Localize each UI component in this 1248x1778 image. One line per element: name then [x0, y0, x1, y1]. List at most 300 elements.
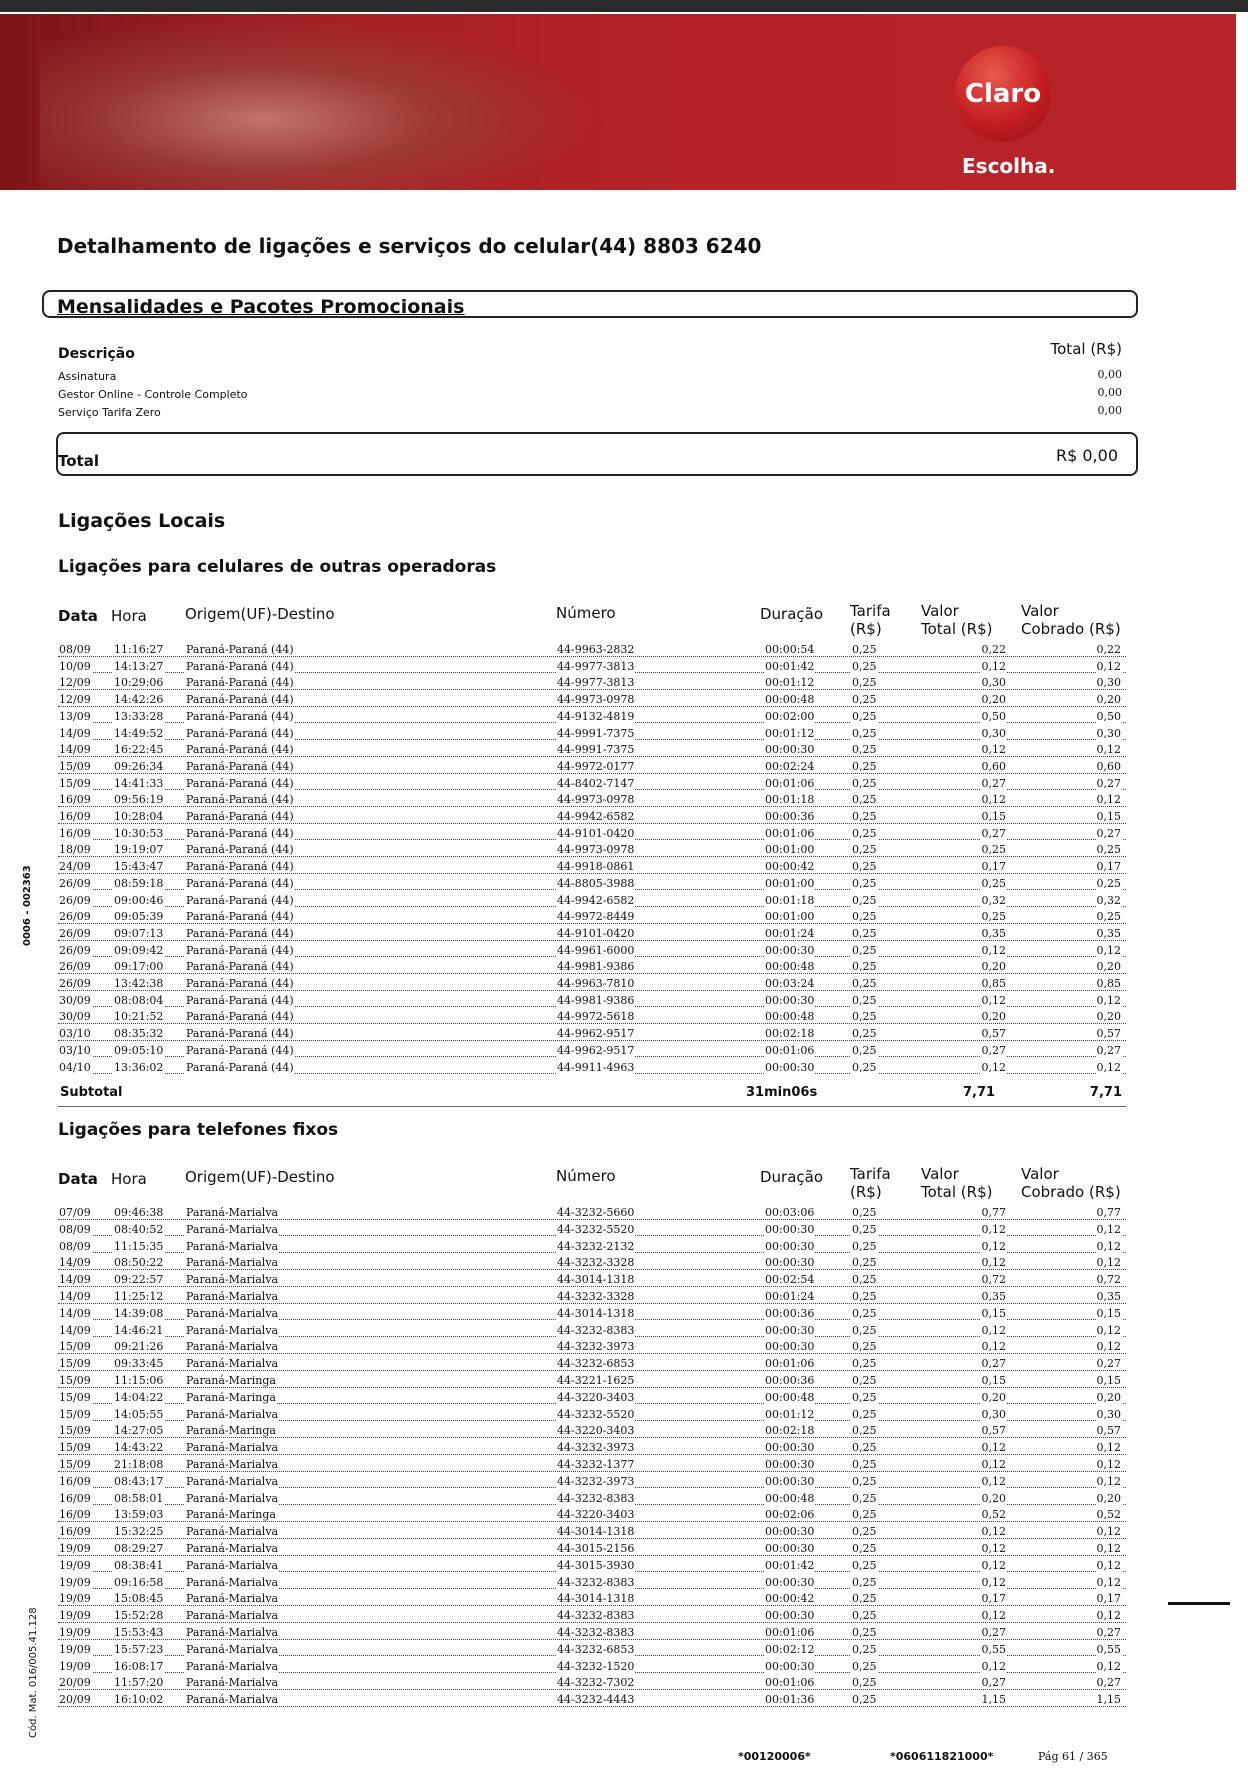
- cell-duracao: 00:03:06: [765, 1206, 815, 1219]
- cell-valor-total: 0,20: [981, 1491, 1006, 1505]
- cell-hora: 08:29:27: [114, 1542, 164, 1555]
- cell-valor-cobrado: 0,12: [1096, 659, 1121, 673]
- table-row: [58, 1223, 1126, 1240]
- cell-numero: 44-3232-3973: [557, 1340, 635, 1354]
- cell-duracao: 00:01:06: [765, 1357, 815, 1371]
- cell-numero: 44-9911-4963: [557, 1060, 635, 1074]
- cell-origem-destino: Paraná-Marialva: [186, 1441, 279, 1455]
- cell-hora: 11:16:27: [114, 643, 164, 656]
- cell-valor-cobrado: 0,30: [1096, 1407, 1121, 1421]
- table-row: [58, 994, 1126, 1011]
- table-row: [58, 743, 1126, 760]
- cell-data: 12/09: [59, 676, 91, 690]
- cell-valor-cobrado: 0,17: [1096, 1592, 1121, 1606]
- cell-tarifa: 0,25: [852, 1542, 877, 1555]
- cell-valor-total: 0,27: [981, 1357, 1006, 1371]
- cell-numero: 44-3232-5660: [557, 1206, 635, 1219]
- plan-item-desc: Serviço Tarifa Zero: [58, 406, 161, 419]
- col-header-valor-total: [921, 602, 992, 638]
- cell-numero: 44-8805-3988: [557, 876, 635, 890]
- cell-origem-destino: Paraná-Maringa: [186, 1508, 276, 1522]
- cell-tarifa: 0,25: [852, 743, 877, 757]
- banner-photo: [40, 14, 600, 190]
- cell-valor-total: 0,12: [981, 1222, 1006, 1236]
- cell-origem-destino: Paraná-Marialva: [186, 1659, 279, 1673]
- plan-item-desc: Assinatura: [58, 370, 117, 383]
- cell-hora: 14:04:22: [114, 1390, 164, 1404]
- cell-tarifa: 0,25: [852, 1306, 877, 1320]
- cell-hora: 09:17:00: [114, 960, 164, 974]
- cell-duracao: 00:01:36: [765, 1693, 815, 1707]
- cell-duracao: 00:00:30: [765, 1256, 815, 1270]
- cell-valor-cobrado: 0,12: [1096, 1239, 1121, 1253]
- table-row: [58, 843, 1126, 860]
- col-header-duracao: Duração: [760, 1168, 824, 1186]
- cell-tarifa: 0,25: [852, 1508, 877, 1522]
- cell-tarifa: 0,25: [852, 793, 877, 807]
- table-row: [58, 1240, 1126, 1257]
- cell-origem-destino: Paraná-Marialva: [186, 1306, 279, 1320]
- cell-valor-cobrado: 0,12: [1096, 1542, 1121, 1555]
- cell-origem-destino: Paraná-Maringa: [186, 1390, 276, 1404]
- cell-tarifa: 0,25: [852, 926, 877, 940]
- cell-numero: 44-9981-9386: [557, 993, 635, 1007]
- cell-valor-cobrado: 0,12: [1096, 1340, 1121, 1354]
- table-row: [58, 877, 1126, 894]
- top-border: [0, 0, 1248, 12]
- cell-hora: 21:18:08: [114, 1458, 164, 1471]
- cell-duracao: 00:02:06: [765, 1508, 815, 1522]
- cell-origem-destino: Paraná-Marialva: [186, 1609, 279, 1623]
- cell-numero: 44-3232-6853: [557, 1642, 635, 1656]
- cell-valor-total: 0,50: [981, 709, 1006, 723]
- table-row: [58, 960, 1126, 977]
- cell-valor-total: 0,77: [981, 1206, 1006, 1219]
- cell-hora: 10:28:04: [114, 810, 164, 823]
- cell-origem-destino: Paraná-Paraná (44): [186, 726, 294, 740]
- cell-duracao: 00:02:00: [765, 709, 815, 723]
- table-row: [58, 1609, 1126, 1626]
- col-header-tarifa-line2: (R$): [850, 620, 882, 638]
- cell-valor-total: 0,12: [981, 943, 1006, 957]
- cell-origem-destino: Paraná-Paraná (44): [186, 910, 294, 924]
- cell-valor-cobrado: 0,57: [1096, 1027, 1121, 1041]
- cell-hora: 13:59:03: [114, 1508, 164, 1522]
- claro-logo: Claro: [955, 46, 1051, 142]
- cell-valor-total: 0,12: [981, 743, 1006, 757]
- cell-duracao: 00:01:12: [765, 676, 815, 690]
- side-code-bottom: Cód. Mat. 016/005.41.128: [28, 1607, 39, 1738]
- cell-data: 15/09: [59, 1340, 91, 1354]
- cell-hora: 16:10:02: [114, 1693, 164, 1707]
- cell-tarifa: 0,25: [852, 1323, 877, 1337]
- cell-duracao: 00:00:30: [765, 1239, 815, 1253]
- cell-valor-total: 0,12: [981, 1474, 1006, 1488]
- cell-data: 19/09: [59, 1609, 91, 1623]
- col-header-tarifa-line1: Tarifa: [850, 1165, 891, 1183]
- cell-numero: 44-3232-8383: [557, 1491, 635, 1505]
- cell-valor-total: 0,20: [981, 1010, 1006, 1024]
- cell-hora: 16:08:17: [114, 1659, 164, 1673]
- cell-hora: 08:35:32: [114, 1027, 164, 1041]
- cell-tarifa: 0,25: [852, 1575, 877, 1589]
- cell-origem-destino: Paraná-Paraná (44): [186, 977, 294, 990]
- cell-origem-destino: Paraná-Paraná (44): [186, 759, 294, 773]
- cell-valor-cobrado: 0,20: [1096, 1491, 1121, 1505]
- cell-tarifa: 0,25: [852, 860, 877, 874]
- cell-valor-cobrado: 0,57: [1096, 1424, 1121, 1438]
- subtotal-duration: 31min06s: [746, 1085, 818, 1100]
- cell-tarifa: 0,25: [852, 1374, 877, 1387]
- cell-valor-total: 0,35: [981, 1290, 1006, 1303]
- cell-duracao: 00:00:30: [765, 1441, 815, 1455]
- cell-numero: 44-3232-1520: [557, 1659, 635, 1673]
- cell-numero: 44-3232-1377: [557, 1458, 635, 1471]
- table-row: [58, 1559, 1126, 1576]
- table-row: [58, 1027, 1126, 1044]
- cell-duracao: 00:00:30: [765, 1222, 815, 1236]
- cell-tarifa: 0,25: [852, 826, 877, 840]
- cell-data: 30/09: [59, 993, 91, 1007]
- cell-valor-total: 0,52: [981, 1508, 1006, 1522]
- cell-tarifa: 0,25: [852, 1060, 877, 1074]
- col-header-tarifa-line2: (R$): [850, 1183, 882, 1201]
- table-row: [58, 1044, 1126, 1061]
- table-row: [58, 1424, 1126, 1441]
- cell-tarifa: 0,25: [852, 1491, 877, 1505]
- cell-origem-destino: Paraná-Paraná (44): [186, 1027, 294, 1041]
- cell-numero: 44-9963-7810: [557, 977, 635, 990]
- cell-valor-cobrado: 0,12: [1096, 1575, 1121, 1589]
- cell-data: 26/09: [59, 876, 91, 890]
- cell-tarifa: 0,25: [852, 1027, 877, 1041]
- cell-duracao: 00:01:12: [765, 726, 815, 740]
- cell-data: 14/09: [59, 726, 91, 740]
- cell-valor-total: 0,57: [981, 1424, 1006, 1438]
- cell-origem-destino: Paraná-Marialva: [186, 1491, 279, 1505]
- table-row: [58, 1693, 1126, 1710]
- cell-valor-cobrado: 0,22: [1096, 643, 1121, 656]
- cell-numero: 44-3014-1318: [557, 1525, 635, 1539]
- cell-tarifa: 0,25: [852, 1693, 877, 1707]
- cell-origem-destino: Paraná-Marialva: [186, 1239, 279, 1253]
- cell-valor-cobrado: 0,72: [1096, 1273, 1121, 1287]
- cell-valor-cobrado: 0,30: [1096, 726, 1121, 740]
- cell-hora: 09:16:58: [114, 1575, 164, 1589]
- cell-origem-destino: Paraná-Marialva: [186, 1642, 279, 1656]
- cell-duracao: 00:01:06: [765, 1676, 815, 1690]
- cell-valor-total: 0,12: [981, 1575, 1006, 1589]
- cell-valor-total: 0,15: [981, 1306, 1006, 1320]
- col-header-vt-line1: Valor: [921, 602, 959, 620]
- cell-hora: 08:43:17: [114, 1474, 164, 1488]
- cell-hora: 09:07:13: [114, 926, 164, 940]
- cell-valor-total: 1,15: [981, 1693, 1006, 1707]
- description-header: Descrição: [58, 346, 135, 362]
- cell-data: 14/09: [59, 1290, 91, 1303]
- cell-hora: 15:32:25: [114, 1525, 164, 1539]
- cell-tarifa: 0,25: [852, 843, 877, 857]
- cell-tarifa: 0,25: [852, 960, 877, 974]
- cell-origem-destino: Paraná-Paraná (44): [186, 843, 294, 857]
- table-row: [58, 1206, 1126, 1223]
- cell-data: 12/09: [59, 693, 91, 707]
- subtotal-valor-total: 7,71: [963, 1085, 996, 1100]
- table-row: [58, 1290, 1126, 1307]
- cell-valor-cobrado: 1,15: [1096, 1693, 1121, 1707]
- cell-valor-cobrado: 0,50: [1096, 709, 1121, 723]
- cell-data: 10/09: [59, 659, 91, 673]
- section-title-mensalidades: Mensalidades e Pacotes Promocionais: [57, 296, 465, 318]
- cell-duracao: 00:01:00: [765, 910, 815, 924]
- cell-valor-total: 0,15: [981, 810, 1006, 823]
- cell-tarifa: 0,25: [852, 910, 877, 924]
- table-row: [58, 1676, 1126, 1693]
- cell-tarifa: 0,25: [852, 1222, 877, 1236]
- table-row: [58, 1061, 1126, 1078]
- cell-origem-destino: Paraná-Paraná (44): [186, 943, 294, 957]
- cell-hora: 09:56:19: [114, 793, 164, 807]
- cell-duracao: 00:01:42: [765, 659, 815, 673]
- cell-valor-cobrado: 0,55: [1096, 1642, 1121, 1656]
- cell-valor-total: 0,17: [981, 860, 1006, 874]
- cell-valor-cobrado: 0,30: [1096, 676, 1121, 690]
- table-row: [58, 1391, 1126, 1408]
- cell-data: 19/09: [59, 1642, 91, 1656]
- cell-numero: 44-3015-3930: [557, 1558, 635, 1572]
- cell-origem-destino: Paraná-Marialva: [186, 1676, 279, 1690]
- cell-numero: 44-9991-7375: [557, 726, 635, 740]
- cell-origem-destino: Paraná-Paraná (44): [186, 643, 294, 656]
- cell-data: 26/09: [59, 910, 91, 924]
- cell-data: 26/09: [59, 960, 91, 974]
- cell-duracao: 00:00:30: [765, 1659, 815, 1673]
- col-header-valor-cobrado: [1021, 602, 1121, 638]
- side-code-top: 0006 - 002363: [22, 865, 33, 946]
- cell-valor-cobrado: 0,12: [1096, 1525, 1121, 1539]
- cell-data: 19/09: [59, 1626, 91, 1639]
- cell-duracao: 00:00:30: [765, 1060, 815, 1074]
- cell-tarifa: 0,25: [852, 1474, 877, 1488]
- table-row: [58, 810, 1126, 827]
- cell-hora: 08:08:04: [114, 993, 164, 1007]
- cell-numero: 44-9972-5618: [557, 1010, 635, 1024]
- cell-valor-cobrado: 0,60: [1096, 759, 1121, 773]
- cell-valor-total: 0,12: [981, 1256, 1006, 1270]
- col-header-valor-cobrado: [1021, 1165, 1121, 1201]
- cell-duracao: 00:01:06: [765, 1626, 815, 1639]
- cell-tarifa: 0,25: [852, 1458, 877, 1471]
- cell-valor-total: 0,27: [981, 826, 1006, 840]
- cell-hora: 15:52:28: [114, 1609, 164, 1623]
- cell-origem-destino: Paraná-Paraná (44): [186, 860, 294, 874]
- cell-origem-destino: Paraná-Maringa: [186, 1374, 276, 1387]
- table-row: [58, 1643, 1126, 1660]
- cell-hora: 14:43:22: [114, 1441, 164, 1455]
- plan-item-desc: Gestor Online - Controle Completo: [58, 388, 248, 401]
- cell-duracao: 00:00:30: [765, 1323, 815, 1337]
- cell-origem-destino: Paraná-Marialva: [186, 1206, 279, 1219]
- table-row: [58, 1307, 1126, 1324]
- cell-hora: 14:41:33: [114, 776, 164, 790]
- cell-data: 15/09: [59, 1424, 91, 1438]
- cell-tarifa: 0,25: [852, 693, 877, 707]
- cell-origem-destino: Paraná-Paraná (44): [186, 659, 294, 673]
- cell-duracao: 00:00:42: [765, 860, 815, 874]
- cell-valor-cobrado: 0,15: [1096, 810, 1121, 823]
- table-row: [58, 1324, 1126, 1341]
- cell-valor-cobrado: 0,12: [1096, 1441, 1121, 1455]
- cell-data: 15/09: [59, 1441, 91, 1455]
- total-value: R$ 0,00: [1055, 446, 1118, 465]
- table-row: [58, 760, 1126, 777]
- cell-numero: 44-3220-3403: [557, 1424, 635, 1438]
- cell-origem-destino: Paraná-Maringa: [186, 1424, 276, 1438]
- cell-origem-destino: Paraná-Paraná (44): [186, 709, 294, 723]
- cell-origem-destino: Paraná-Paraná (44): [186, 693, 294, 707]
- cell-hora: 10:21:52: [114, 1010, 164, 1024]
- cell-tarifa: 0,25: [852, 676, 877, 690]
- cell-data: 14/09: [59, 1306, 91, 1320]
- cell-numero: 44-3220-3403: [557, 1508, 635, 1522]
- cell-numero: 44-9973-0978: [557, 693, 635, 707]
- cell-data: 26/09: [59, 977, 91, 990]
- total-header: Total (R$): [1050, 340, 1122, 358]
- cell-hora: 13:33:28: [114, 709, 164, 723]
- cell-numero: 44-9962-9517: [557, 1027, 635, 1041]
- cell-duracao: 00:02:18: [765, 1424, 815, 1438]
- cell-duracao: 00:00:36: [765, 1374, 815, 1387]
- cell-valor-cobrado: 0,27: [1096, 776, 1121, 790]
- cell-hora: 09:05:10: [114, 1043, 164, 1057]
- cell-hora: 19:19:07: [114, 843, 164, 857]
- cell-numero: 44-3232-5520: [557, 1407, 635, 1421]
- table-row: [58, 1374, 1126, 1391]
- cell-hora: 14:05:55: [114, 1407, 164, 1421]
- cell-data: 16/09: [59, 810, 91, 823]
- cell-hora: 08:40:52: [114, 1222, 164, 1236]
- cell-valor-total: 0,27: [981, 1676, 1006, 1690]
- cell-origem-destino: Paraná-Paraná (44): [186, 1060, 294, 1074]
- cell-valor-total: 0,12: [981, 1558, 1006, 1572]
- cell-valor-total: 0,12: [981, 1609, 1006, 1623]
- cell-data: 14/09: [59, 1256, 91, 1270]
- cell-valor-total: 0,12: [981, 1060, 1006, 1074]
- cell-valor-total: 0,12: [981, 1340, 1006, 1354]
- cell-tarifa: 0,25: [852, 1525, 877, 1539]
- cell-valor-total: 0,12: [981, 1659, 1006, 1673]
- table-row: [58, 1357, 1126, 1374]
- cell-valor-cobrado: 0,12: [1096, 793, 1121, 807]
- cell-valor-cobrado: 0,35: [1096, 1290, 1121, 1303]
- cell-duracao: 00:01:18: [765, 793, 815, 807]
- cell-valor-total: 0,12: [981, 1441, 1006, 1455]
- cell-valor-cobrado: 0,20: [1096, 1010, 1121, 1024]
- cell-tarifa: 0,25: [852, 1010, 877, 1024]
- cell-data: 08/09: [59, 643, 91, 656]
- cell-data: 14/09: [59, 743, 91, 757]
- cell-duracao: 00:01:12: [765, 1407, 815, 1421]
- cell-valor-cobrado: 0,12: [1096, 943, 1121, 957]
- cell-data: 15/09: [59, 1458, 91, 1471]
- cell-tarifa: 0,25: [852, 1357, 877, 1371]
- cell-data: 07/09: [59, 1206, 91, 1219]
- cell-data: 16/09: [59, 1474, 91, 1488]
- footer-barcode-text-1: *00120006*: [738, 1750, 811, 1763]
- cell-hora: 11:15:35: [114, 1239, 164, 1253]
- col-header-tarifa-line1: Tarifa: [850, 602, 891, 620]
- cell-hora: 09:26:34: [114, 759, 164, 773]
- cell-hora: 14:42:26: [114, 693, 164, 707]
- cell-numero: 44-9918-0861: [557, 860, 635, 874]
- cell-numero: 44-3014-1318: [557, 1306, 635, 1320]
- cell-duracao: 00:00:30: [765, 1340, 815, 1354]
- cell-duracao: 00:02:12: [765, 1642, 815, 1656]
- cell-data: 26/09: [59, 893, 91, 907]
- table-row: [58, 1408, 1126, 1425]
- cell-duracao: 00:00:54: [765, 643, 815, 656]
- cell-tarifa: 0,25: [852, 1424, 877, 1438]
- table-row: [58, 1010, 1126, 1027]
- cell-valor-cobrado: 0,12: [1096, 993, 1121, 1007]
- table-row: [58, 1660, 1126, 1677]
- cell-duracao: 00:00:36: [765, 1306, 815, 1320]
- cell-numero: 44-3220-3403: [557, 1390, 635, 1404]
- cell-valor-total: 0,60: [981, 759, 1006, 773]
- table-row: [58, 910, 1126, 927]
- cell-numero: 44-9132-4819: [557, 709, 635, 723]
- cell-duracao: 00:00:48: [765, 693, 815, 707]
- cell-numero: 44-3221-1625: [557, 1374, 635, 1387]
- cell-duracao: 00:00:48: [765, 960, 815, 974]
- table-row: [58, 1626, 1126, 1643]
- table-row: [58, 1458, 1126, 1475]
- cell-data: 16/09: [59, 1525, 91, 1539]
- cell-valor-total: 0,35: [981, 926, 1006, 940]
- cell-valor-cobrado: 0,15: [1096, 1306, 1121, 1320]
- cell-origem-destino: Paraná-Paraná (44): [186, 793, 294, 807]
- cell-valor-total: 0,32: [981, 893, 1006, 907]
- cell-valor-total: 0,85: [981, 977, 1006, 990]
- cell-data: 13/09: [59, 709, 91, 723]
- table-row: [58, 894, 1126, 911]
- cell-data: 30/09: [59, 1010, 91, 1024]
- cell-valor-cobrado: 0,20: [1096, 960, 1121, 974]
- col-header-valor-total: [921, 1165, 992, 1201]
- cell-numero: 44-9981-9386: [557, 960, 635, 974]
- cell-numero: 44-9977-3813: [557, 676, 635, 690]
- cell-numero: 44-9963-2832: [557, 643, 635, 656]
- cell-duracao: 00:00:42: [765, 1592, 815, 1606]
- cell-valor-cobrado: 0,27: [1096, 1676, 1121, 1690]
- cell-data: 14/09: [59, 1273, 91, 1287]
- col-header-hora: Hora: [111, 607, 147, 625]
- cell-hora: 11:15:06: [114, 1374, 164, 1387]
- cell-data: 16/09: [59, 1508, 91, 1522]
- cell-valor-total: 0,12: [981, 993, 1006, 1007]
- table-row: [58, 693, 1126, 710]
- subtotal-valor-cobrado: 7,71: [1089, 1085, 1122, 1100]
- cell-tarifa: 0,25: [852, 1239, 877, 1253]
- cell-valor-cobrado: 0,12: [1096, 1256, 1121, 1270]
- cell-tarifa: 0,25: [852, 1390, 877, 1404]
- cell-tarifa: 0,25: [852, 1626, 877, 1639]
- cell-valor-total: 0,27: [981, 776, 1006, 790]
- cell-origem-destino: Paraná-Paraná (44): [186, 743, 294, 757]
- cell-valor-total: 0,12: [981, 1458, 1006, 1471]
- cell-valor-cobrado: 0,12: [1096, 1659, 1121, 1673]
- footer-barcode-text-2: *060611821000*: [890, 1750, 994, 1763]
